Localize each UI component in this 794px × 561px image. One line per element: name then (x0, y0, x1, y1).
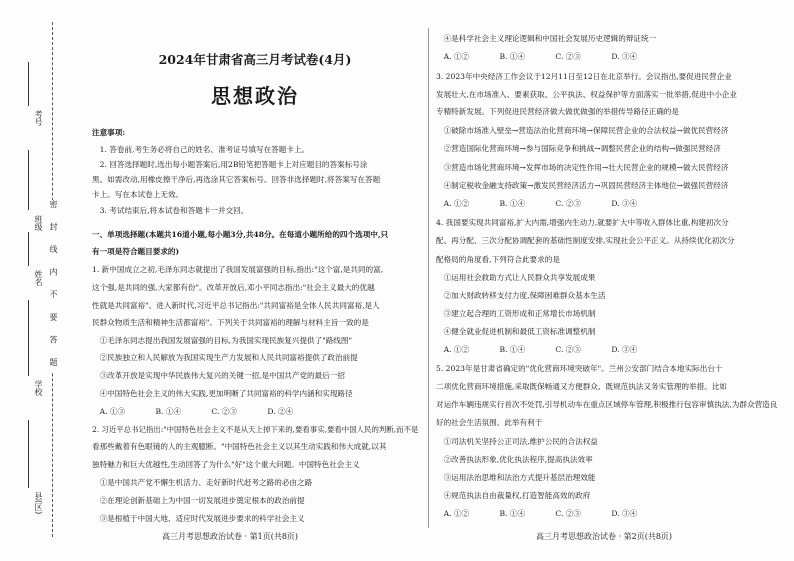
exam-title: 2024年甘肃省高三月考试卷(4月) (158, 52, 352, 67)
text-line: A. ①② B. ①④ C. ②③ D. ③④ (436, 52, 638, 61)
kaohao-line (28, 62, 29, 106)
banji-line (28, 150, 29, 210)
footer-page-2: 高三月考思想政治试卷 · 第2页(共8页) (536, 532, 673, 541)
text-line: A. ①③ B. ①④ C. ②③ D. ②④ (92, 407, 294, 416)
text-line: 配、再分配、三次分配协调配套的基础性制度安排,实现社会公平正义。从持续优化初次分 (436, 236, 735, 245)
seal-notice: 密 封 线 内 不 要 答 题 (49, 200, 58, 372)
text-line: A. ①② B. ①④ C. ②③ D. ③④ (436, 345, 638, 354)
text-line: 配格局的角度看,下列符合此要求的是 (436, 255, 560, 264)
text-line: ②民族独立和人民解放为我国实现生产力发展和人民共同富裕提供了政治前提 (92, 353, 358, 362)
text-line: 对运作车辆违规实行首次不处罚,引导机动车在重点区域停车管理,积极推行包容审慎执法,为群众营造良 (436, 400, 778, 409)
xuexiao-line (28, 300, 29, 376)
text-line: ④中国特色社会主义的伟大实践,更加明晰了共同富裕的科学内涵和实现路径 (92, 389, 353, 398)
text-line: 3. 考试结束后,将本试卷和答题卡一并交回。 (92, 206, 249, 215)
text-line: 注意事项: (92, 128, 126, 137)
text-line: 二项优化营商环境措施,采取既保畅通又方便群众、既规范执法又务实管理的举措。比如 (436, 382, 727, 391)
text-line: 民群众物质生活和精神生活都富裕"。下列关于共同富裕的理解与材料主旨一致的是 (92, 318, 369, 327)
text-line: 卡上。写在本试卷上无效。 (92, 190, 184, 199)
text-line: 独特魅力和巨大优越性,生动回答了为什么"好"这个重大问题。中国特色社会主义 (92, 460, 360, 469)
banji-label: 班级 (34, 215, 43, 231)
page-divider (428, 28, 429, 528)
text-line: 看那些戴着有色眼镜的人的主观臆断。"中国特色社会主义以其生动实践和伟大成就,以其 (92, 442, 387, 451)
text-line: ①破除市场准入壁垒→营造法治化营商环境→保障民营企业的合法权益→做优民营经济 (436, 126, 729, 135)
text-line: 这个强,是共同的强,大家都有份"。改革开放后,邓小平同志指出:"社会主义最大的优越 (92, 283, 375, 292)
kaohao-label: 考号 (34, 110, 43, 126)
binding-strip (0, 0, 62, 561)
subject-title: 思想政治 (211, 84, 299, 108)
xian-label: 县(区) (34, 492, 43, 515)
text-line: 2. 回答选择题时,选出每小题答案后,用2B铅笔把答题卡上对应题目的答案标号涂 (92, 160, 368, 169)
text-line: ④规范执法自由裁量权,打造智能高效的政府 (436, 491, 591, 500)
text-line: ③运用法治思维和法治方式提升基层治理效能 (436, 473, 596, 482)
text-line: ④健全就业促进机制和最低工资标准调整机制 (436, 327, 596, 336)
text-line: 5. 2023年是甘肃省确定的"优化营商环境突破年"。兰州公安部门结合本地实际出台十 (436, 364, 723, 373)
text-line: 专精特新发展。下列促进民营经济做大做优做强的举措传导路径正确的是 (436, 107, 679, 116)
text-line: ①运用社会救助方式让人民群众共享发展成果 (436, 273, 596, 282)
xuexiao-label: 学校 (34, 380, 43, 396)
text-line: 1. 新中国成立之初,毛泽东同志就提出了我国发展富强的目标,指出:"这个富,是共同的富, (92, 265, 384, 274)
xingming-line (28, 232, 29, 266)
text-line: ③是根植于中国大地、适应时代发展进步要求的科学社会主义 (92, 514, 305, 523)
text-line: ③营造市场化营商环境→发挥市场的决定性作用→壮大民营企业的规模→做大民营经济 (436, 163, 729, 172)
text-line: ②在理论创新基础上为中国一切发展进步奠定根本的政治前提 (92, 496, 305, 505)
text-line: ②营造国际化营商环境→参与国际竞争和挑战→调整民营企业的结构→做强民营经济 (436, 144, 721, 153)
text-line: ②改善执法形象,优化执法程序,提高执法效率 (436, 455, 593, 464)
text-line: ③建立起合理的工资形成和正常增长市场机制 (436, 309, 596, 318)
text-line: 3. 2023年中央经济工作会议于12月11日至12日在北京举行。会议指出,要促进民营企业 (436, 72, 732, 81)
text-line: 有一项是符合题目要求的) (92, 247, 180, 256)
text-line: 1. 答卷前,考生务必将自己的姓名、准考证号填写在答题卡上。 (92, 145, 310, 154)
text-line: 性就是共同富裕"。进入新时代,习近平总书记指出:"共同富裕是全体人民共同富裕,是人 (92, 301, 380, 310)
text-line: 4. 我国要实现共同富裕,扩大内需,增强内生动力,就要扩大中等收入群体比重,构建初次分 (436, 218, 729, 227)
text-line: A. ①② B. ①④ C. ②③ D. ③④ (436, 199, 638, 208)
footer-page-1: 高三月考思想政治试卷 · 第1页(共8页) (162, 532, 299, 541)
text-line: 2. 习近平总书记指出:"中国特色社会主义不是从天上掉下来的,要看事实,要看中国人民的判断,而不是 (92, 425, 419, 434)
text-line: ③改革开放是实现中华民族伟大复兴的关键一招,是中国共产党的最后一招 (92, 371, 346, 380)
xian-line (28, 420, 29, 488)
text-line: 好的社会生活氛围。此举有利于 (436, 418, 543, 427)
text-line: ①司法机关坚持公正司法,维护公民的合法权益 (436, 437, 598, 446)
text-line: ①毛泽东同志提出我国发展富强的目标,为我国实现民族复兴提供了"路线图" (92, 336, 352, 345)
text-line: 黑。如需改动,用橡皮擦干净后,再选涂其它答案标号。回答非选择题时,将答案写在答题 (92, 175, 381, 184)
text-line: 发展壮大,在市场准入、要素获取、公平执法、权益保护等方面落实一批举措,促进中小企业 (436, 90, 737, 99)
text-line: 一、单项选择题(本题共16道小题,每小题3分,共48分。在每道小题所给的四个选项中,只 (92, 230, 389, 239)
text-line: ①是中国共产党不懈生机活力、走好新时代赶考之路的必由之路 (92, 478, 313, 487)
text-line: ④制定税收金融支持政策→激发民营经济活力→巩固民营经济主体地位→做强民营经济 (436, 181, 729, 190)
xingming-label: 姓名 (34, 270, 43, 286)
text-line: ④是科学社会主义理论逻辑和中国社会发展历史逻辑的辩证统一 (436, 34, 657, 43)
text-line: A. ①② B. ①④ C. ②③ D. ③④ (436, 509, 638, 518)
text-line: ②加大财政转移支付力度,保障困难群众基本生活 (436, 291, 606, 300)
